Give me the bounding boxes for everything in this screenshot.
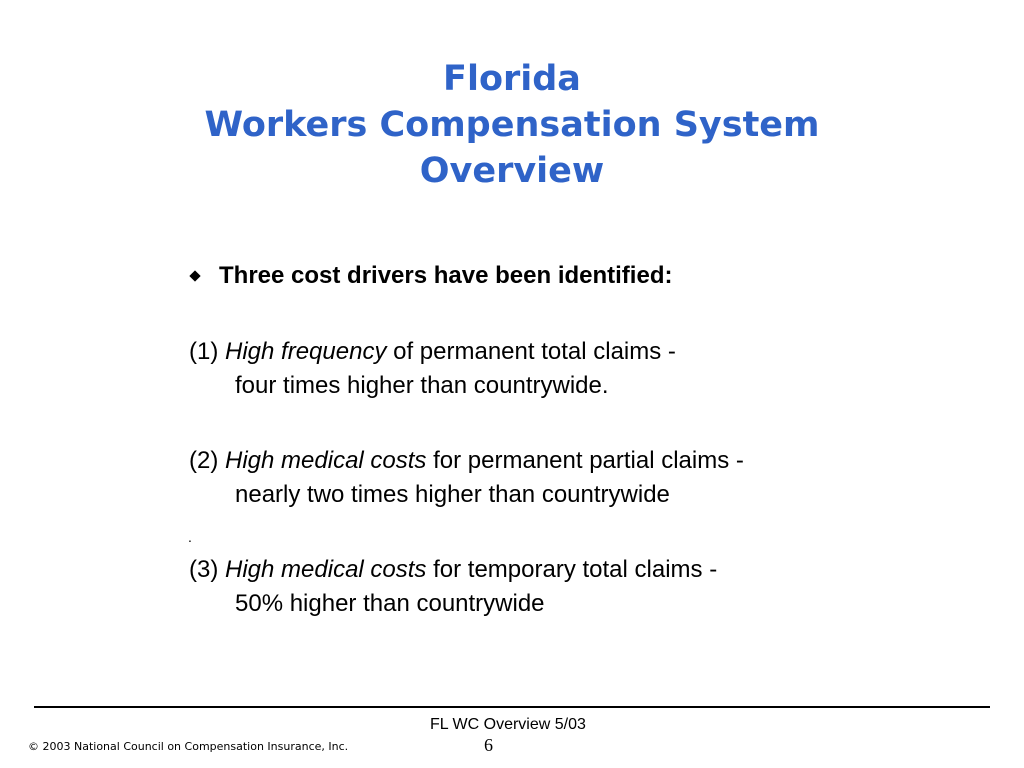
copyright-notice: © 2003 National Council on Compensation Insurance, Inc. [28,740,349,753]
item-text: for permanent partial claims - [433,447,744,474]
item-text: of permanent total claims - [393,338,676,365]
title-line-2: Workers Compensation System [204,105,820,145]
bullet-heading [189,260,672,292]
heading-text: Three cost drivers have been identified: [219,262,673,289]
cost-driver-item-2 [189,444,744,512]
item-number: (3) [189,556,219,583]
item-number: (1) [189,338,219,365]
item-emphasis: High medical costs [225,447,427,474]
item-text: for temporary total claims - [433,556,718,583]
item-continuation: four times higher than countrywide. [235,372,609,399]
item-continuation: 50% higher than countrywide [235,590,545,617]
stray-mark: . [188,529,192,545]
item-continuation: nearly two times higher than countrywide [235,481,670,508]
slide-title [0,56,1024,194]
diamond-bullet-icon [189,270,200,281]
page-number: 6 [484,735,493,755]
cost-driver-item-1 [189,335,676,403]
title-line-1: Florida [443,59,581,99]
cost-driver-item-3 [189,553,717,621]
title-line-3: Overview [419,151,605,191]
item-number: (2) [189,447,219,474]
footer-divider [34,706,990,708]
item-emphasis: High medical costs [225,556,427,583]
item-emphasis: High frequency [225,338,387,365]
footer-label: FL WC Overview 5/03 [430,716,586,733]
